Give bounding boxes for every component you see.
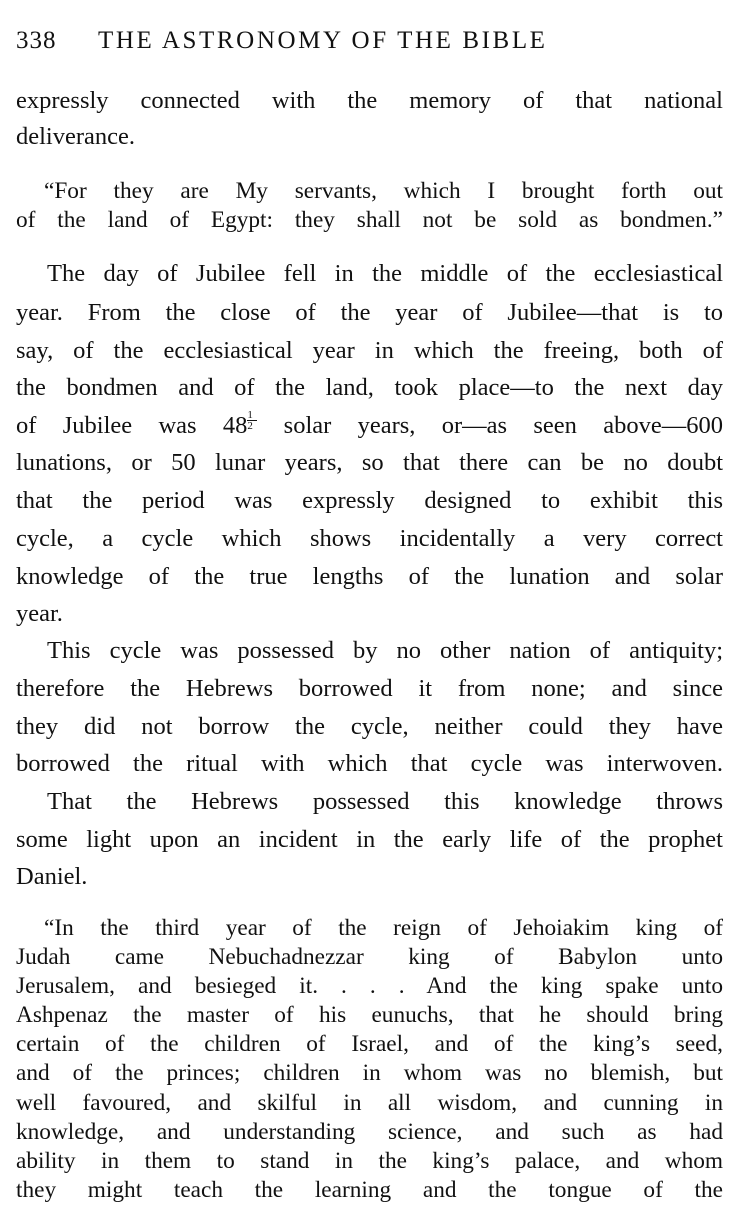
quote-line: knowledge, and understanding science, and such as had	[16, 1119, 723, 1145]
fraction-one-half: $\frac{1}{2}$	[247, 410, 257, 431]
text-line: lunations, or 50 lunar years, so that there can be no doubt	[16, 449, 723, 476]
quote-line: “In the third year of the reign of Jehoiakim king of	[44, 915, 723, 941]
quote-line: Jerusalem, and besieged it. . . . And the king spake unto	[16, 973, 723, 999]
text-line: they did not borrow the cycle, neither could they have	[16, 713, 723, 740]
text-line: Daniel.	[16, 863, 88, 890]
quote-line: well favoured, and skilful in all wisdom, and cunning in	[16, 1090, 723, 1116]
page-number: 338	[16, 27, 57, 54]
text-line: That the Hebrews possessed this knowledge throws	[47, 788, 723, 815]
quote-line: they might teach the learning and the tongue of the	[16, 1177, 723, 1203]
text-line: that the period was expressly designed to exhibit this	[16, 487, 723, 514]
text-line: year. From the close of the year of Jubilee—that is to	[16, 299, 723, 326]
text-line: some light upon an incident in the early life of the prophet	[16, 826, 723, 853]
text-segment: of Jubilee was 48	[16, 412, 248, 439]
quote-line: “For they are My servants, which I brought forth out	[44, 178, 723, 204]
text-line-with-fraction	[16, 410, 723, 441]
text-line: cycle, a cycle which shows incidentally a very correct	[16, 525, 723, 552]
quote-line: of the land of Egypt: they shall not be sold as bondmen.”	[16, 207, 723, 233]
quote-line: certain of the children of Israel, and of the king’s seed,	[16, 1031, 723, 1057]
text-line: The day of Jubilee fell in the middle of the ecclesiastical	[47, 260, 723, 287]
text-line: This cycle was possessed by no other nation of antiquity;	[47, 637, 723, 664]
text-line: say, of the ecclesiastical year in which the freeing, both of	[16, 337, 723, 364]
quote-line: Judah came Nebuchadnezzar king of Babylon unto	[16, 944, 723, 970]
text-line: expressly connected with the memory of that national	[16, 87, 723, 114]
quote-line: Ashpenaz the master of his eunuchs, that he should bring	[16, 1002, 723, 1028]
text-line: the bondmen and of the land, took place—to the next day	[16, 374, 723, 401]
running-header	[16, 27, 723, 57]
text-line: year.	[16, 600, 63, 627]
text-line: deliverance.	[16, 123, 136, 150]
running-title: THE ASTRONOMY OF THE BIBLE	[98, 27, 548, 54]
quote-line: ability in them to stand in the king’s palace, and whom	[16, 1148, 723, 1174]
text-segment: solar years, or—as seen above—600	[257, 412, 723, 439]
text-line: therefore the Hebrews borrowed it from none; and since	[16, 675, 723, 702]
quote-line: and of the princes; children in whom was no blemish, but	[16, 1060, 723, 1086]
text-line: borrowed the ritual with which that cycle was interwoven.	[16, 750, 723, 777]
text-line: knowledge of the true lengths of the lunation and solar	[16, 563, 723, 590]
